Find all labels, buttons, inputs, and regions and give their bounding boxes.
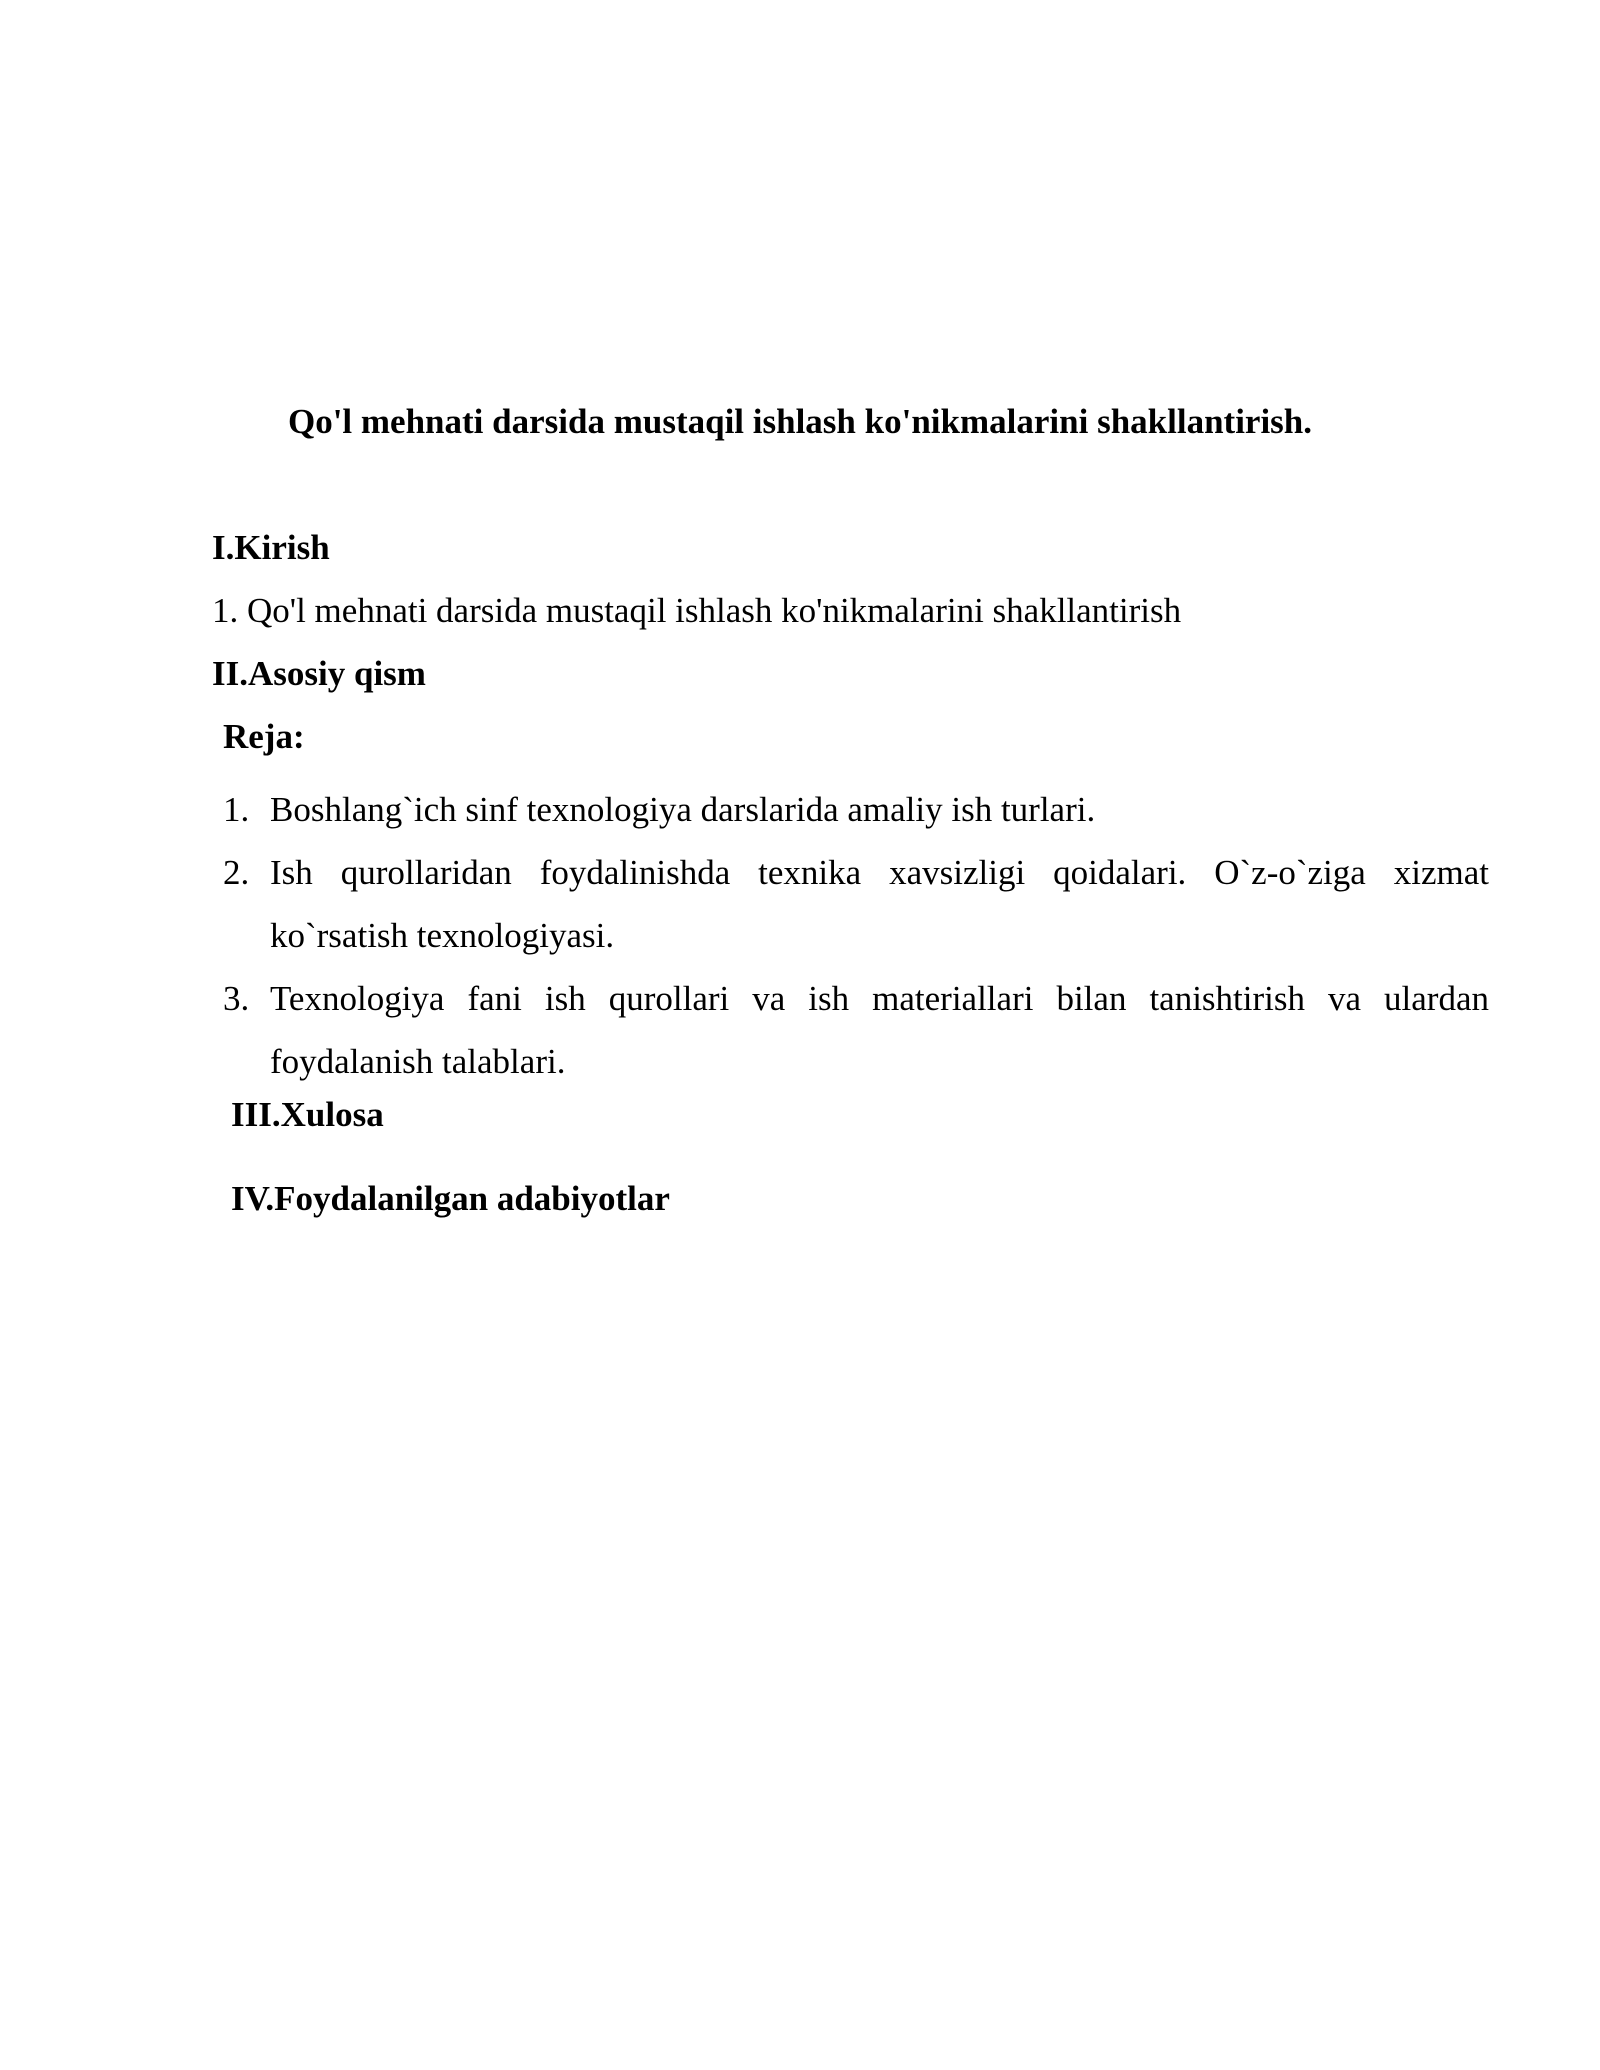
plan-item-number: 1. bbox=[223, 790, 250, 829]
plan-item-2 bbox=[223, 841, 1489, 967]
document-title: Qo'l mehnati darsida mustaqil ishlash ko'nikmalarini shakllantirish. bbox=[287, 402, 1313, 441]
section-intro-item: 1. Qo'l mehnati darsida mustaqil ishlash ko'nikmalarini shakllantirish bbox=[212, 591, 1182, 630]
plan-item-1 bbox=[223, 778, 1489, 841]
plan-item-3 bbox=[223, 967, 1489, 1093]
section-conclusion-heading: III.Xulosa bbox=[231, 1095, 384, 1134]
plan-label: Reja: bbox=[223, 717, 305, 756]
section-references-heading: IV.Foydalanilgan adabiyotlar bbox=[231, 1179, 670, 1218]
plan-item-number: 2. bbox=[223, 853, 250, 892]
plan-item-text: Boshlang`ich sinf texnologiya darslarida amaliy ish turlari. bbox=[270, 790, 1096, 829]
plan-item-text: Texnologiya fani ish qurollari va ish materiallari bilan tanishtirish va ulardan foydalanish talablari. bbox=[270, 979, 1489, 1081]
plan-item-text: Ish qurollaridan foydalinishda texnika xavsizligi qoidalari. O`z-o`ziga xizmat ko`rsatish texnologiyasi. bbox=[270, 853, 1489, 955]
section-intro-heading: I.Kirish bbox=[212, 528, 330, 567]
section-main-heading: II.Asosiy qism bbox=[212, 654, 426, 693]
plan-list bbox=[223, 778, 1489, 1093]
plan-item-number: 3. bbox=[223, 979, 250, 1018]
